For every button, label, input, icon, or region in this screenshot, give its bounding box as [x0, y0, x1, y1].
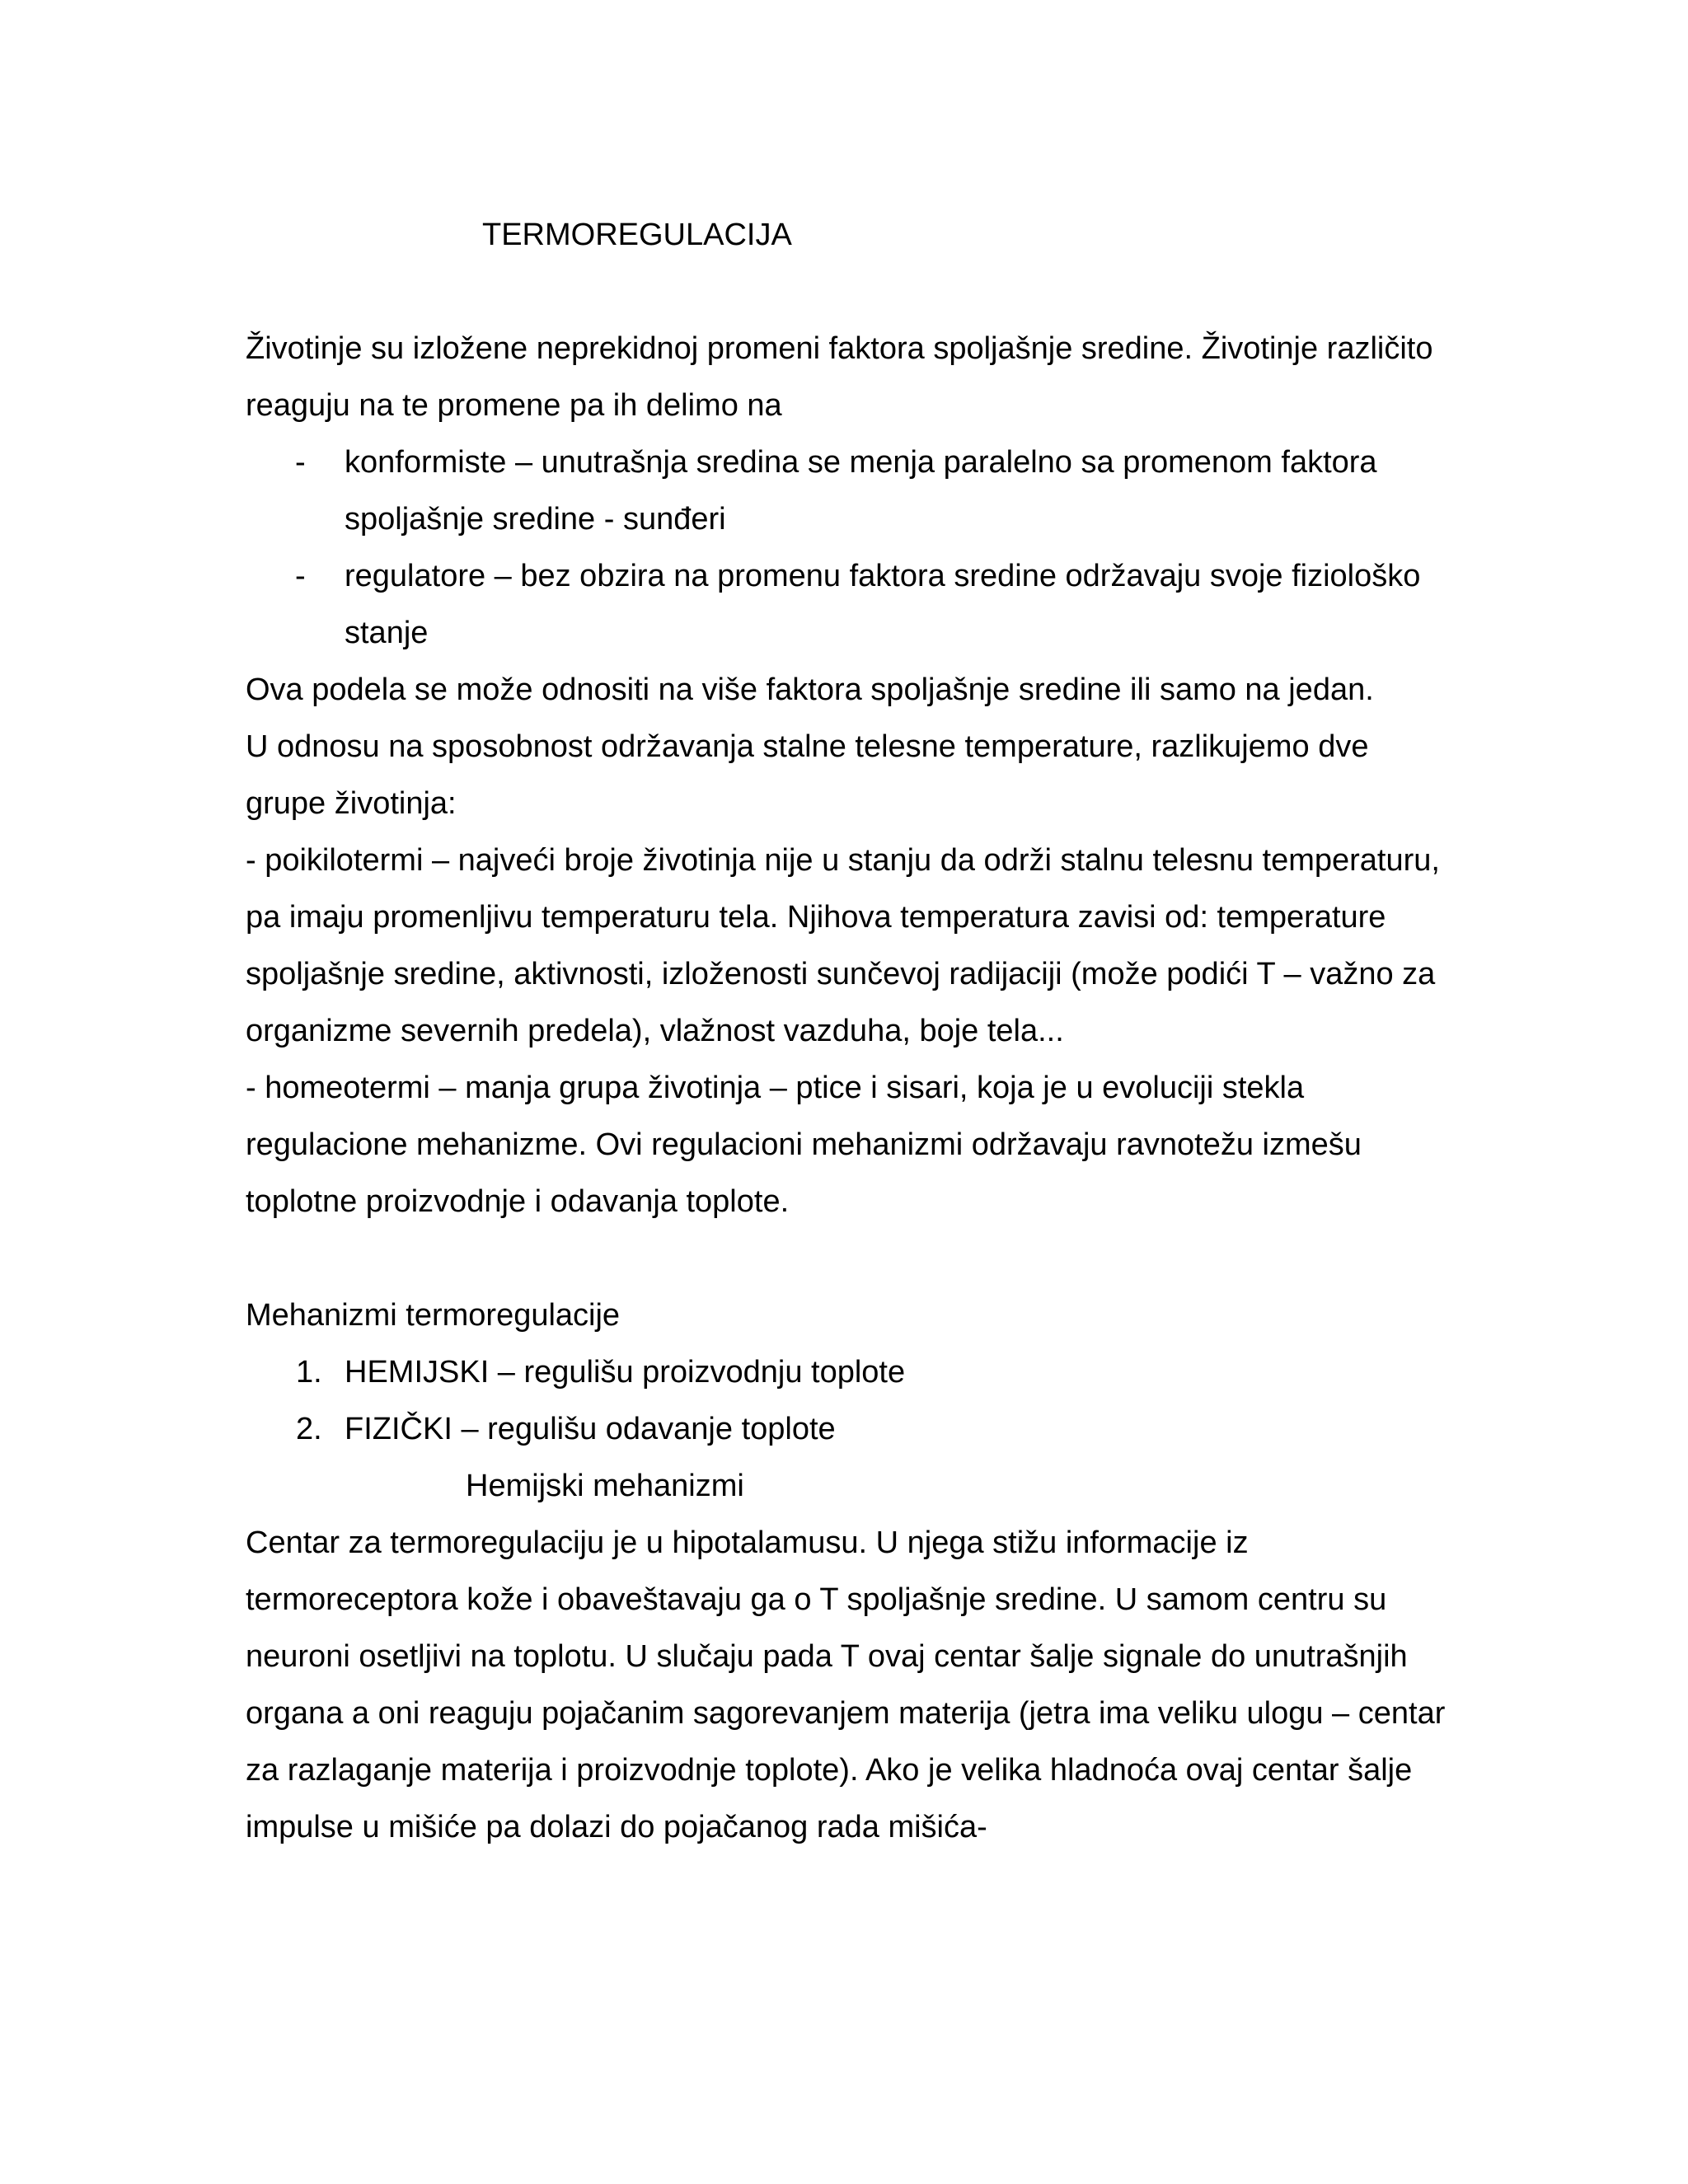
list-item-text: FIZIČKI – regulišu odavanje toplote	[345, 1412, 836, 1446]
intro-paragraph: Životinje su izložene neprekidnoj promeni faktora spoljašnje sredine. Životinje različito reaguju na te promene pa ih delimo na	[246, 331, 1433, 423]
list-item-fizicki	[246, 1401, 1449, 1458]
list-item-regulatore	[246, 548, 1449, 662]
paragraph-grupe: U odnosu na sposobnost održavanja stalne telesne temperature, razlikujemo dve grupe životinja:	[246, 729, 1369, 821]
mechanisms-list	[246, 1344, 1449, 1458]
section-heading-mechanisms: Mehanizmi termoregulacije	[246, 1298, 621, 1333]
section-heading-chemical: Hemijski mehanizmi	[466, 1469, 744, 1503]
blank-line	[246, 1230, 1449, 1287]
paragraph-chemical: Centar za termoregulaciju je u hipotalamusu. U njega stižu informacije iz termoreceptora kože i obaveštavaju ga o T spoljašnje sredine. U samom centru su neuroni osetljivi na toplotu. U slučaju pada T ovaj centar šalje signale do unutrašnjih organa a oni reaguju pojačanim sagorevanjem materija (jetra ima veliku ulogu – centar za razlaganje materija i proizvodnje toplote). Ako je velika hladnoća ovaj centar šalje impulse u mišiće pa dolazi do pojačanog rada mišića-	[246, 1526, 1446, 1844]
list-number: 1.	[296, 1355, 322, 1390]
list-item-text: HEMIJSKI – regulišu proizvodnju toplote	[345, 1355, 906, 1390]
list-item-konformiste	[246, 434, 1449, 548]
dash-bullet: -	[295, 559, 306, 593]
document-body	[246, 207, 1449, 1856]
paragraph-homeotermi: - homeotermi – manja grupa životinja – ptice i sisari, koja je u evoluciji stekla regulacione mehanizme. Ovi regulacioni mehanizmi održavaju ravnotežu izmešu toplotne proizvodnje i odavanja toplote.	[246, 1071, 1362, 1219]
paragraph-podela: Ova podela se može odnositi na više faktora spoljašnje sredine ili samo na jedan.	[246, 673, 1374, 707]
paragraph-poikilotermi: - poikilotermi – najveći broje životinja nije u stanju da održi stalnu telesnu temperaturu, pa imaju promenljivu temperaturu tela. Njihova temperatura zavisi od: temperature spoljašnje sredine, aktivnosti, izloženosti sunčevoj radijaciji (može podići T – važno za organizme severnih predela), vlažnost vazduha, boje tela...	[246, 843, 1440, 1048]
dash-bullet: -	[295, 445, 306, 480]
list-number: 2.	[296, 1412, 322, 1446]
animal-response-list	[246, 434, 1449, 662]
list-item-hemijski	[246, 1344, 1449, 1401]
list-item-text: regulatore – bez obzira na promenu faktora sredine održavaju svoje fiziološko stanje	[345, 559, 1421, 650]
list-item-text: konformiste – unutrašnja sredina se menja paralelno sa promenom faktora spoljašnje sredine - sunđeri	[345, 445, 1377, 537]
document-title: TERMOREGULACIJA	[482, 218, 792, 252]
